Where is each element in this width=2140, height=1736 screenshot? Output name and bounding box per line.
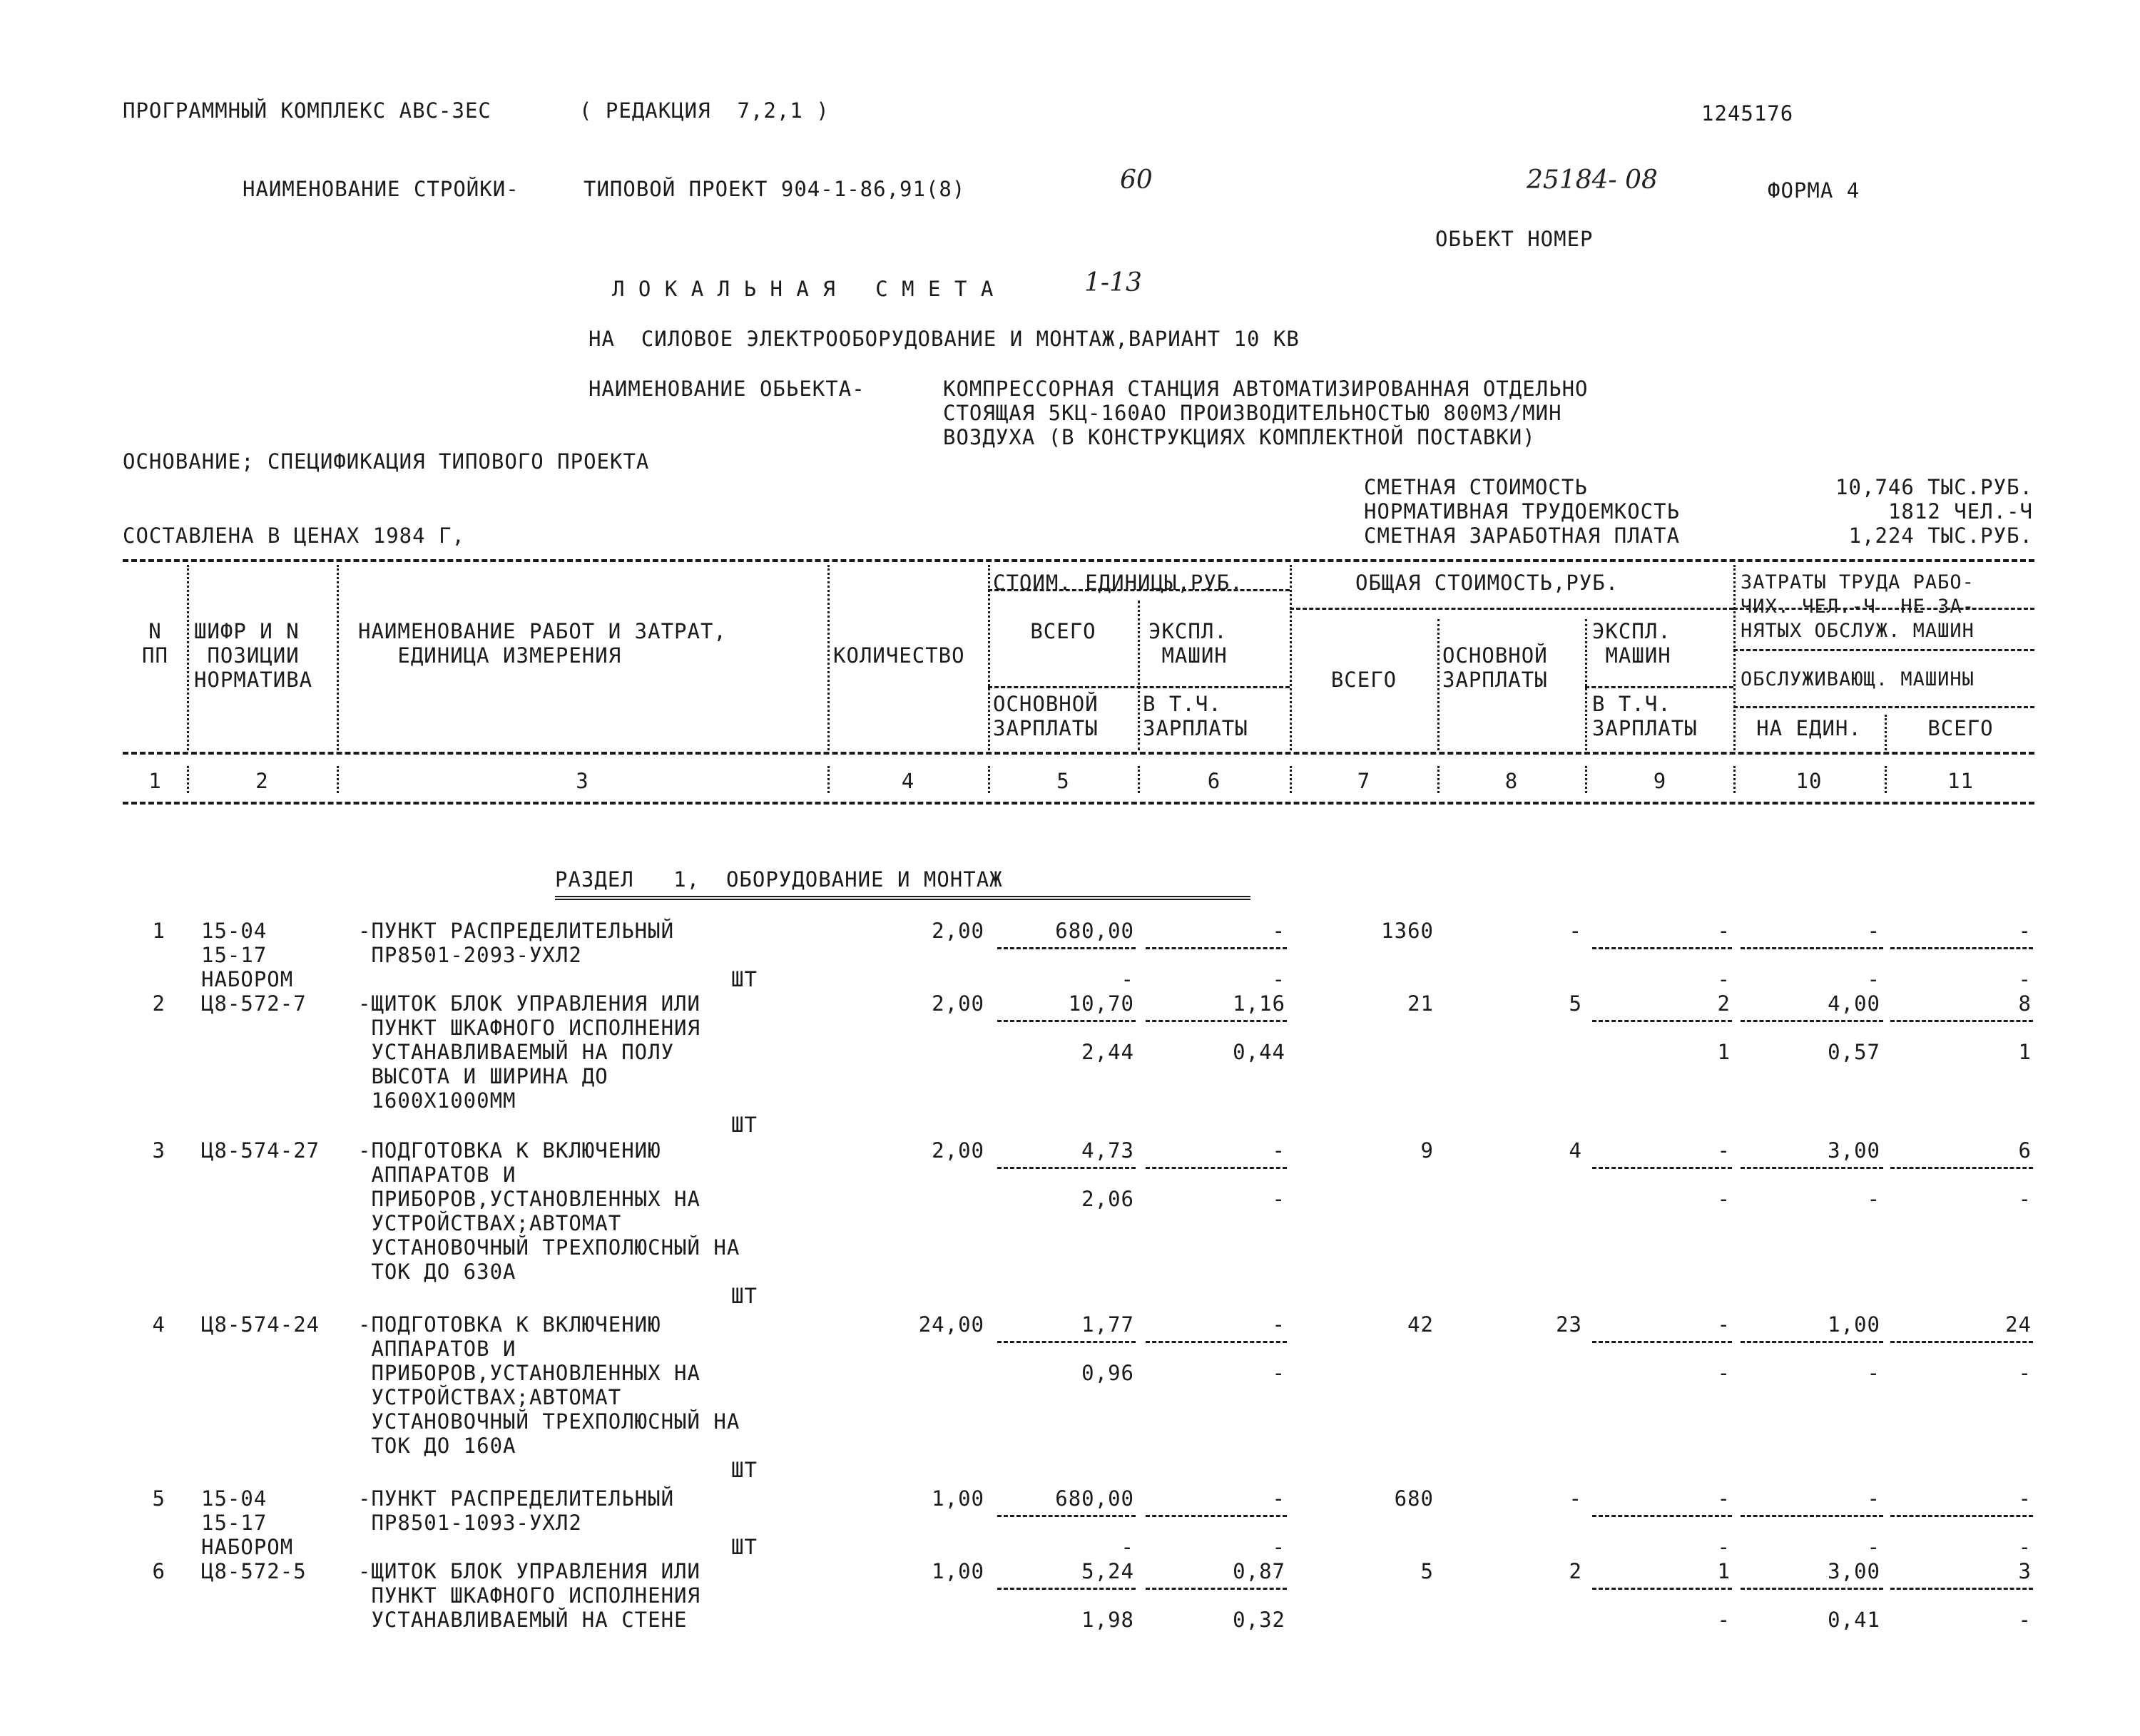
row-unit-cost-machines: 1,16 <box>1233 991 1285 1016</box>
row-labor-machines-unit: 0,41 <box>1828 1608 1880 1632</box>
row-unit-cost-machines: - <box>1272 1312 1285 1337</box>
col-separator <box>988 565 990 750</box>
col-header-9-top: ЭКСПЛ. МАШИН <box>1592 619 1671 668</box>
row-code: 15-04 15-17 НАБОРОМ <box>201 919 294 991</box>
basis-text: ОСНОВАНИЕ; СПЕЦИФИКАЦИЯ ТИПОВОГО ПРОЕКТА <box>123 449 650 474</box>
col-separator <box>337 565 339 750</box>
document-subtitle: НА СИЛОВОЕ ЭЛЕКТРООБОРУДОВАНИЕ И МОНТАЖ,ВАРИАНТ 10 КВ <box>588 327 1300 351</box>
col-separator <box>988 766 990 793</box>
sub-rule <box>1741 1588 1883 1590</box>
row-unit-base-wages: 1,98 <box>1081 1608 1134 1632</box>
sub-rule <box>1592 1588 1732 1590</box>
row-labor-unit: 4,00 <box>1828 991 1880 1016</box>
sub-rule <box>997 1588 1136 1590</box>
col-separator <box>1138 601 1140 750</box>
sub-rule <box>1592 947 1732 949</box>
col-number-1: 1 <box>148 769 162 793</box>
col-header-10: НА ЕДИН. <box>1756 716 1862 740</box>
row-labor-machines-unit: - <box>1867 1187 1880 1211</box>
row-unit: ШТ <box>731 1284 758 1308</box>
col-header-labor: ЗАТРАТЫ ТРУДА РАБО- ЧИХ. ЧЕЛ.-Ч НЕ ЗА- НЯТЫХ ОБСЛУЖ. МАШИН <box>1741 571 1975 642</box>
row-labor-unit: - <box>1867 919 1880 943</box>
col-header-11: ВСЕГО <box>1927 716 1994 740</box>
row-total-wages: - <box>1569 919 1582 943</box>
handwritten-page: 60 <box>1120 165 1153 195</box>
labor-sub-rule-2 <box>1733 706 2034 708</box>
col-header-qty: КОЛИЧЕСТВО <box>833 643 965 668</box>
col-separator <box>1138 766 1140 793</box>
row-total-cost: 42 <box>1407 1312 1434 1337</box>
row-number: 5 <box>152 1486 165 1511</box>
summary-value-1: 10,746 ТЫС.РУБ. <box>1835 475 2033 499</box>
row-unit-cost-total: 5,24 <box>1081 1559 1134 1583</box>
row-total-machines: - <box>1717 919 1731 943</box>
object-label: НАИМЕНОВАНИЕ ОБЬЕКТА- <box>588 377 865 401</box>
row-labor-total: 6 <box>2018 1138 2032 1163</box>
row-code: Ц8-574-24 <box>201 1312 320 1337</box>
row-unit-base-wages: 0,96 <box>1081 1361 1134 1385</box>
row-labor-total: 24 <box>2005 1312 2032 1337</box>
object-number-label: ОБЬЕКТ НОМЕР <box>1435 227 1594 251</box>
row-labor-unit: 3,00 <box>1828 1138 1880 1163</box>
row-total-cost: 680 <box>1394 1486 1434 1511</box>
row-labor-machines-unit: - <box>1867 1535 1880 1559</box>
row-labor-machines-unit: 0,57 <box>1828 1040 1880 1064</box>
sub-rule <box>1146 947 1287 949</box>
row-labor-total: - <box>2018 919 2032 943</box>
col-number-10: 10 <box>1795 769 1823 793</box>
col-separator <box>1885 766 1887 793</box>
row-code: 15-04 15-17 НАБОРОМ <box>201 1486 294 1559</box>
row-total-machine-wages: - <box>1717 967 1731 991</box>
sub-rule <box>997 1020 1136 1022</box>
row-unit-cost-machines: 0,87 <box>1233 1559 1285 1583</box>
row-total-machines: - <box>1717 1312 1731 1337</box>
col-header-unit-cost: СТОИМ. ЕДИНИЦЫ,РУБ. <box>993 571 1243 595</box>
col-header-n: N ПП <box>142 619 168 668</box>
sub-rule <box>1592 1515 1732 1517</box>
sub-rule <box>1146 1167 1287 1169</box>
col-header-total-cost: ОБЩАЯ СТОИМОСТЬ,РУБ. <box>1355 571 1619 595</box>
row-labor-machines-total: - <box>2018 1535 2032 1559</box>
row-total-machine-wages: - <box>1717 1361 1731 1385</box>
row-unit-cost-total: 4,73 <box>1081 1138 1134 1163</box>
col-separator <box>337 766 339 793</box>
row-code: Ц8-574-27 <box>201 1138 320 1163</box>
section-title: РАЗДЕЛ 1, ОБОРУДОВАНИЕ И МОНТАЖ <box>555 867 1003 892</box>
row-name: -ПОДГОТОВКА К ВКЛЮЧЕНИЮ АППАРАТОВ И ПРИБОРОВ,УСТАНОВЛЕННЫХ НА УСТРОЙСТВАХ;АВТОМАТ УСТАНОВОЧНЫЙ ТРЕХПОЛЮСНЫЙ НА ТОК ДО 630А <box>358 1138 740 1284</box>
col-separator <box>1437 766 1440 793</box>
section-underline <box>555 896 1250 900</box>
row-quantity: 1,00 <box>932 1486 984 1511</box>
sub-rule <box>1741 1020 1883 1022</box>
row-total-machine-wages: - <box>1717 1535 1731 1559</box>
row-unit-machine-wages: 0,44 <box>1233 1040 1285 1064</box>
sub-rule <box>997 947 1136 949</box>
mach-sub-rule <box>1585 686 1733 688</box>
row-total-cost: 9 <box>1420 1138 1434 1163</box>
row-total-machines: 2 <box>1717 991 1731 1016</box>
row-labor-machines-total: - <box>2018 967 2032 991</box>
row-number: 2 <box>152 991 165 1016</box>
row-labor-unit: 1,00 <box>1828 1312 1880 1337</box>
col-separator <box>1585 619 1587 750</box>
sub-rule <box>1146 1020 1287 1022</box>
object-line-3: ВОЗДУХА (В КОНСТРУКЦИЯХ КОМПЛЕКТНОЙ ПОСТАВКИ) <box>943 425 1536 449</box>
sub-rule <box>1146 1515 1287 1517</box>
col-header-labor-sub: ОБСЛУЖИВАЮЩ. МАШИНЫ <box>1741 668 1975 690</box>
row-unit-cost-machines: - <box>1272 1138 1285 1163</box>
row-name: -ПУНКТ РАСПРЕДЕЛИТЕЛЬНЫЙ ПР8501-1093-УХЛ2 <box>358 1486 675 1535</box>
col-number-2: 2 <box>255 769 269 793</box>
col-number-8: 8 <box>1504 769 1519 793</box>
row-unit-cost-machines: - <box>1272 919 1285 943</box>
row-number: 1 <box>152 919 165 943</box>
labor-sub-rule <box>1733 649 2034 651</box>
row-unit-machine-wages: 0,32 <box>1233 1608 1285 1632</box>
row-total-machines: 1 <box>1717 1559 1731 1583</box>
row-labor-machines-total: - <box>2018 1361 2032 1385</box>
row-total-machine-wages: - <box>1717 1608 1731 1632</box>
row-total-cost: 5 <box>1420 1559 1434 1583</box>
summary-label-3: СМЕТНАЯ ЗАРАБОТНАЯ ПЛАТА <box>1364 524 1681 548</box>
row-unit: ШТ <box>731 1458 758 1482</box>
col-separator <box>1290 766 1292 793</box>
sub-rule <box>997 1167 1136 1169</box>
col-separator <box>187 766 189 793</box>
col-number-7: 7 <box>1357 769 1371 793</box>
row-name: -ПОДГОТОВКА К ВКЛЮЧЕНИЮ АППАРАТОВ И ПРИБОРОВ,УСТАНОВЛЕННЫХ НА УСТРОЙСТВАХ;АВТОМАТ УСТАНОВОЧНЫЙ ТРЕХПОЛЮСНЫЙ НА ТОК ДО 160А <box>358 1312 740 1458</box>
col-separator <box>1585 766 1587 793</box>
col-number-11: 11 <box>1947 769 1974 793</box>
document-title: Л О К А Л Ь Н А Я С М Е Т А <box>612 277 994 301</box>
col-header-5-bottom: ОСНОВНОЙ ЗАРПЛАТЫ <box>993 692 1099 740</box>
row-unit-base-wages: - <box>1121 967 1134 991</box>
col-number-4: 4 <box>901 769 915 793</box>
sub-rule <box>1592 1020 1732 1022</box>
row-number: 3 <box>152 1138 165 1163</box>
col-separator <box>827 565 830 750</box>
table-header-bottom-rule <box>123 752 2034 755</box>
sub-rule <box>997 1515 1136 1517</box>
col-header-7: ВСЕГО <box>1330 668 1397 692</box>
row-unit-cost-machines: - <box>1272 1486 1285 1511</box>
row-labor-machines-unit: - <box>1867 967 1880 991</box>
row-quantity: 2,00 <box>932 991 984 1016</box>
handwritten-code: 25184- 08 <box>1527 165 1658 195</box>
row-labor-unit: 3,00 <box>1828 1559 1880 1583</box>
col-header-6-bottom: В Т.Ч. ЗАРПЛАТЫ <box>1143 692 1248 740</box>
row-unit-machine-wages: - <box>1272 1535 1285 1559</box>
prices-basis: СОСТАВЛЕНА В ЦЕНАХ 1984 Г, <box>123 524 465 548</box>
program-name: ПРОГРАММНЫЙ КОМПЛЕКС АВС-3ЕС <box>123 98 491 123</box>
row-total-wages: 2 <box>1569 1559 1582 1583</box>
row-unit: ШТ <box>731 1113 758 1137</box>
row-unit-cost-total: 680,00 <box>1055 919 1134 943</box>
col-separator <box>187 565 189 750</box>
row-code: Ц8-572-5 <box>201 1559 307 1583</box>
row-total-cost: 21 <box>1407 991 1434 1016</box>
col-header-6-top: ЭКСПЛ. МАШИН <box>1148 619 1228 668</box>
col-separator <box>827 766 830 793</box>
row-labor-machines-total: - <box>2018 1608 2032 1632</box>
row-unit-cost-total: 680,00 <box>1055 1486 1134 1511</box>
sub-rule <box>1890 1167 2033 1169</box>
row-name: -ПУНКТ РАСПРЕДЕЛИТЕЛЬНЫЙ ПР8501-2093-УХЛ2 <box>358 919 675 967</box>
sub-rule <box>1890 1020 2033 1022</box>
unit-cost-sub-rule <box>988 686 1290 688</box>
sub-rule <box>1741 1341 1883 1343</box>
row-labor-total: 8 <box>2018 991 2032 1016</box>
sub-rule <box>1741 947 1883 949</box>
sub-rule <box>997 1341 1136 1343</box>
summary-label-1: СМЕТНАЯ СТОИМОСТЬ <box>1364 475 1588 499</box>
construction-value: ТИПОВОЙ ПРОЕКТ 904-1-86,91(8) <box>584 177 966 201</box>
row-number: 6 <box>152 1559 165 1583</box>
row-name: -ЩИТОК БЛОК УПРАВЛЕНИЯ ИЛИ ПУНКТ ШКАФНОГО ИСПОЛНЕНИЯ УСТАНАВЛИВАЕМЫЙ НА ПОЛУ ВЫСОТА И ШИРИНА ДО 1600Х1000ММ <box>358 991 700 1113</box>
row-total-wages: 23 <box>1556 1312 1582 1337</box>
sub-rule <box>1146 1588 1287 1590</box>
col-header-code: ШИФР И N ПОЗИЦИИ НОРМАТИВА <box>194 619 313 692</box>
col-separator <box>1290 565 1292 750</box>
row-total-machines: - <box>1717 1138 1731 1163</box>
row-quantity: 2,00 <box>932 1138 984 1163</box>
col-header-name: НАИМЕНОВАНИЕ РАБОТ И ЗАТРАТ, ЕДИНИЦА ИЗМЕРЕНИЯ <box>358 619 727 668</box>
summary-value-3: 1,224 ТЫС.РУБ. <box>1848 524 2033 548</box>
row-total-machine-wages: - <box>1717 1187 1731 1211</box>
row-number: 4 <box>152 1312 165 1337</box>
object-line-1: КОМПРЕССОРНАЯ СТАНЦИЯ АВТОМАТИЗИРОВАННАЯ ОТДЕЛЬНО <box>943 377 1589 401</box>
row-total-machines: - <box>1717 1486 1731 1511</box>
row-total-cost: 1360 <box>1381 919 1434 943</box>
row-total-wages: 5 <box>1569 991 1582 1016</box>
sub-rule <box>1741 1167 1883 1169</box>
program-edition: ( РЕДАКЦИЯ 7,2,1 ) <box>579 98 830 123</box>
col-header-8: ОСНОВНОЙ ЗАРПЛАТЫ <box>1442 643 1548 692</box>
sub-rule <box>1592 1341 1732 1343</box>
object-line-2: СТОЯЩАЯ 5КЦ-160АО ПРОИЗВОДИТЕЛЬНОСТЬЮ 800М3/МИН <box>943 401 1562 425</box>
row-unit-base-wages: 2,06 <box>1081 1187 1134 1211</box>
row-labor-machines-total: 1 <box>2018 1040 2032 1064</box>
row-labor-total: - <box>2018 1486 2032 1511</box>
sub-rule <box>1890 947 2033 949</box>
sub-rule <box>1890 1515 2033 1517</box>
col-number-6: 6 <box>1207 769 1221 793</box>
handwritten-smeta-number: 1-13 <box>1084 268 1142 297</box>
row-unit-machine-wages: - <box>1272 1187 1285 1211</box>
construction-label: НАИМЕНОВАНИЕ СТРОЙКИ- <box>243 177 519 201</box>
form-label: ФОРМА 4 <box>1768 178 1860 203</box>
col-number-bottom-rule <box>123 802 2034 805</box>
row-labor-machines-total: - <box>2018 1187 2032 1211</box>
col-separator <box>1733 766 1736 793</box>
col-number-3: 3 <box>576 769 589 793</box>
row-quantity: 1,00 <box>932 1559 984 1583</box>
sub-rule <box>1592 1167 1732 1169</box>
row-labor-machines-unit: - <box>1867 1361 1880 1385</box>
col-header-9-bottom: В Т.Ч. ЗАРПЛАТЫ <box>1592 692 1698 740</box>
table-top-rule <box>123 559 2034 562</box>
col-header-5-top: ВСЕГО <box>1030 619 1096 643</box>
row-unit-cost-total: 10,70 <box>1068 991 1134 1016</box>
row-total-wages: - <box>1569 1486 1582 1511</box>
row-unit-machine-wages: - <box>1272 1361 1285 1385</box>
row-quantity: 2,00 <box>932 919 984 943</box>
row-unit-machine-wages: - <box>1272 967 1285 991</box>
row-total-wages: 4 <box>1569 1138 1582 1163</box>
row-total-machine-wages: 1 <box>1717 1040 1731 1064</box>
row-code: Ц8-572-7 <box>201 991 307 1016</box>
row-unit-cost-total: 1,77 <box>1081 1312 1134 1337</box>
row-labor-unit: - <box>1867 1486 1880 1511</box>
col-number-9: 9 <box>1653 769 1667 793</box>
row-unit: ШТ <box>731 967 758 991</box>
row-unit: ШТ <box>731 1535 758 1559</box>
row-name: -ЩИТОК БЛОК УПРАВЛЕНИЯ ИЛИ ПУНКТ ШКАФНОГО ИСПОЛНЕНИЯ УСТАНАВЛИВАЕМЫЙ НА СТЕНЕ <box>358 1559 700 1632</box>
sub-rule <box>1890 1588 2033 1590</box>
summary-label-2: НОРМАТИВНАЯ ТРУДОЕМКОСТЬ <box>1364 499 1681 524</box>
document-number: 1245176 <box>1701 101 1794 126</box>
row-unit-base-wages: 2,44 <box>1081 1040 1134 1064</box>
sub-rule <box>1146 1341 1287 1343</box>
row-unit-base-wages: - <box>1121 1535 1134 1559</box>
col-number-5: 5 <box>1056 769 1070 793</box>
row-quantity: 24,00 <box>918 1312 984 1337</box>
col-separator <box>1437 619 1440 750</box>
row-labor-total: 3 <box>2018 1559 2032 1583</box>
sub-rule <box>1890 1341 2033 1343</box>
sub-rule <box>1741 1515 1883 1517</box>
total-cost-rule <box>1290 608 1733 610</box>
summary-value-2: 1812 ЧЕЛ.-Ч <box>1887 499 2033 524</box>
